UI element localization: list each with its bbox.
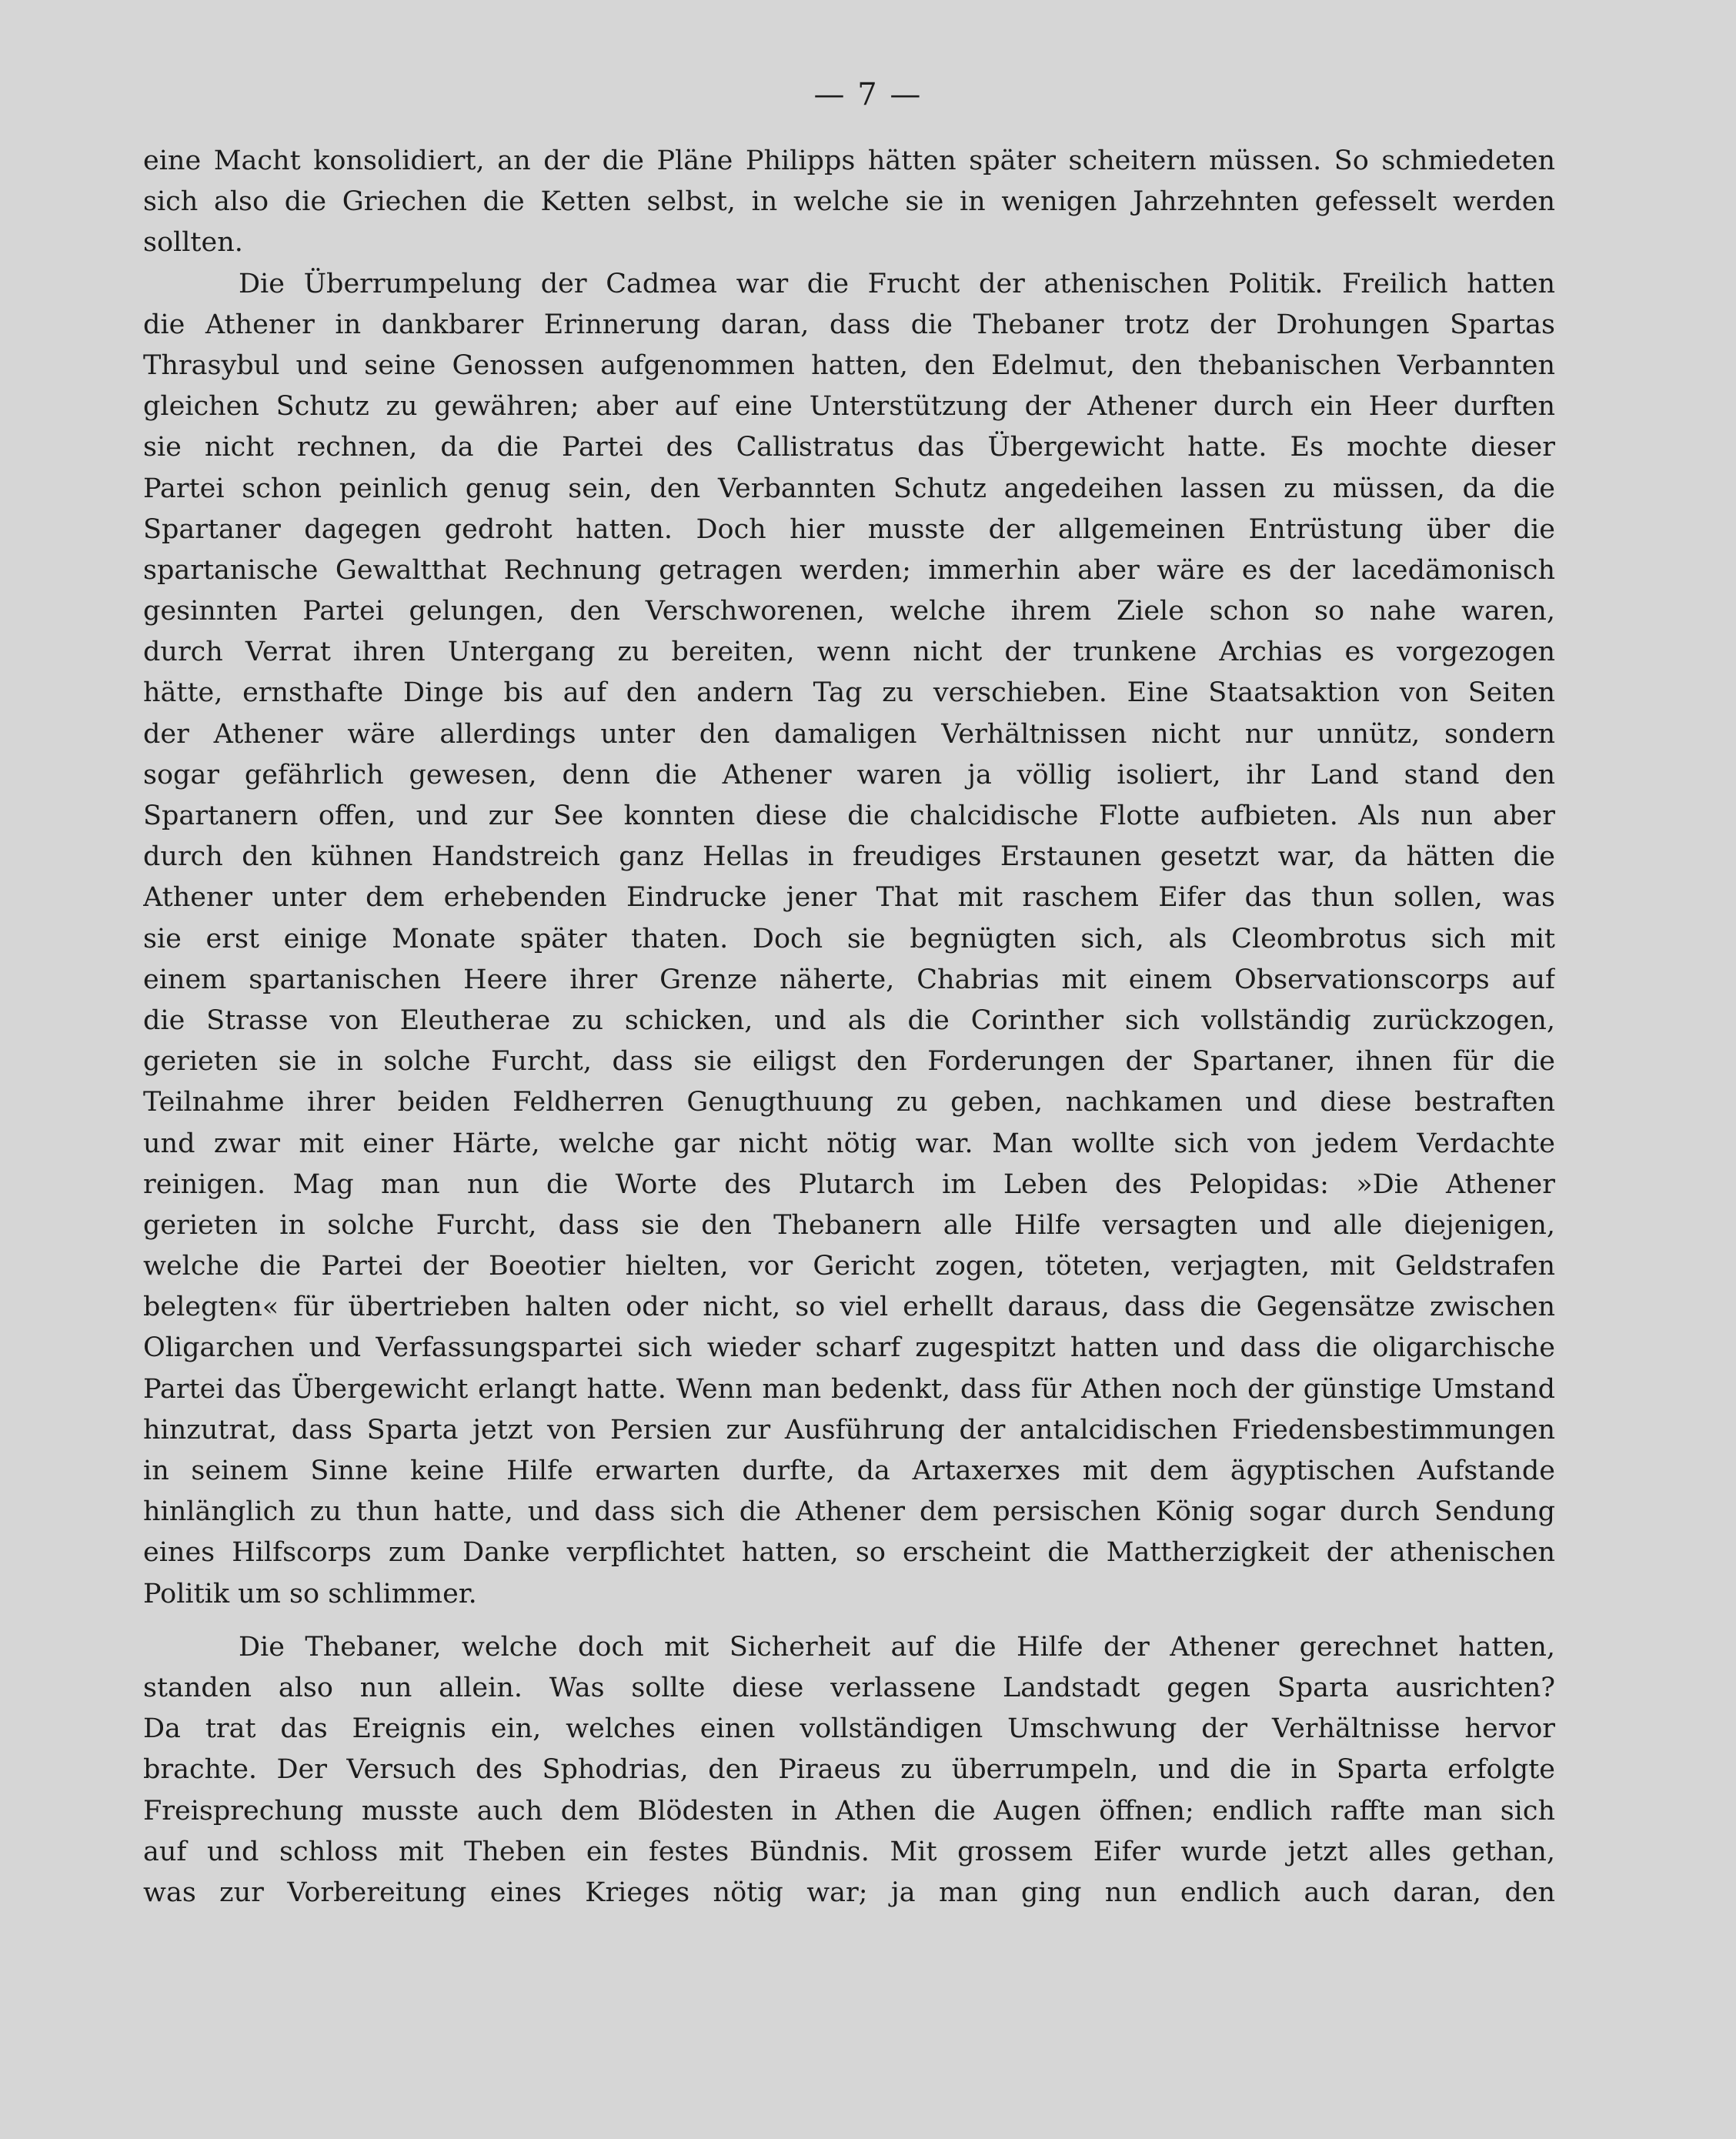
text-line: Partei schon peinlich genug sein, den Verbannten Schutz angedeihen lassen zu müssen, da die [143,473,1555,504]
text-line: Die Thebaner, welche doch mit Sicherheit auf die Hilfe der Athener gerechnet hatten, [239,1631,1555,1663]
text-line: hinlänglich zu thun hatte, und dass sich die Athener dem persischen König sogar durch Sendung [143,1496,1555,1528]
text-line: einem spartanischen Heere ihrer Grenze näherte, Chabrias mit einem Observationscorps auf [143,964,1555,995]
text-line: was zur Vorbereitung eines Krieges nötig war; ja man ging nun endlich auch daran, den [143,1877,1555,1908]
text-line: Thrasybul und seine Genossen aufgenommen hatten, den Edelmut, den thebanischen Verbannten [143,349,1555,381]
text-line: Teilnahme ihrer beiden Feldherren Genugthuung zu geben, nachkamen und diese bestraften [143,1087,1555,1118]
text-line: Partei das Übergewicht erlangt hatte. Wenn man bedenkt, dass für Athen noch der günstige Umstand [143,1373,1555,1405]
text-line: Athener unter dem erhebenden Eindrucke jener That mit raschem Eifer das thun sollen, was [143,882,1555,914]
text-line: eines Hilfscorps zum Danke verpflichtet hatten, so erscheint die Mattherzigkeit der athenischen [143,1537,1555,1569]
text-line: durch Verrat ihren Untergang zu bereiten, wenn nicht der trunkene Archias es vorgezogen [143,637,1555,668]
text-line: eine Macht konsolidiert, an der die Pläne Philipps hätten später scheitern müssen. So schmiedeten [143,145,1555,176]
text-line: Freisprechung musste auch dem Blödesten in Athen die Augen öffnen; endlich raffte man sich [143,1795,1555,1827]
text-line: sich also die Griechen die Ketten selbst, in welche sie in wenigen Jahrzehnten gefesselt werden [143,186,1555,218]
text-line: standen also nun allein. Was sollte diese verlassene Landstadt gegen Sparta ausrichten? [143,1672,1555,1703]
text-line: Oligarchen und Verfassungspartei sich wieder scharf zugespitzt hatten und dass die oligarchische [143,1332,1555,1364]
text-line: hätte, ernsthafte Dinge bis auf den andern Tag zu verschieben. Eine Staatsaktion von Seiten [143,677,1555,709]
text-line: in seinem Sinne keine Hilfe erwarten durfte, da Artaxerxes mit dem ägyptischen Aufstande [143,1456,1555,1486]
text-line: welche die Partei der Boeotier hielten, vor Gericht zogen, töteten, verjagten, mit Geldstrafen [143,1251,1555,1282]
text-line: gerieten sie in solche Furcht, dass sie eiligst den Forderungen der Spartaner, ihnen für die [143,1046,1555,1078]
text-line: Da trat das Ereignis ein, welches einen vollständigen Umschwung der Verhältnisse hervor [143,1713,1555,1745]
text-line: Die Überrumpelung der Cadmea war die Frucht der athenischen Politik. Freilich hatten [239,268,1555,299]
text-line: und zwar mit einer Härte, welche gar nicht nötig war. Man wollte sich von jedem Verdachte [143,1128,1555,1159]
text-line: sollten. [143,227,243,259]
text-line: reinigen. Mag man nun die Worte des Plutarch im Leben des Pelopidas: »Die Athener [143,1168,1555,1200]
text-line: sie erst einige Monate später thaten. Doch sie begnügten sich, als Cleombrotus sich mit [143,923,1555,954]
text-line: sogar gefährlich gewesen, denn die Athener waren ja völlig isoliert, ihr Land stand den [143,759,1555,790]
text-line: belegten« für übertrieben halten oder nicht, so viel erhellt daraus, dass die Gegensätze zwischen [143,1292,1555,1323]
text-line: die Strasse von Eleutherae zu schicken, und als die Corinther sich vollständig zurückzogen, [143,1004,1555,1036]
body-text [143,141,1555,1913]
text-line: gesinnten Partei gelungen, den Verschworenen, welche ihrem Ziele schon so nahe waren, [143,596,1555,627]
text-line: gerieten in solche Furcht, dass sie den Thebanern alle Hilfe versagten und alle diejenigen, [143,1209,1555,1241]
text-line: Politik um so schlimmer. [143,1578,477,1609]
text-line: auf und schloss mit Theben ein festes Bündnis. Mit grossem Eifer wurde jetzt alles gethan, [143,1836,1555,1867]
text-line: spartanische Gewaltthat Rechnung getragen werden; immerhin aber wäre es der lacedämonisch [143,554,1555,586]
text-line: die Athener in dankbarer Erinnerung daran, dass die Thebaner trotz der Drohungen Spartas [143,309,1555,340]
text-line: brachte. Der Versuch des Sphodrias, den Piraeus zu überrumpeln, und die in Sparta erfolgte [143,1754,1555,1786]
text-line: durch den kühnen Handstreich ganz Hellas in freudiges Erstaunen gesetzt war, da hätten die [143,841,1555,873]
text-line: der Athener wäre allerdings unter den damaligen Verhältnissen nicht nur unnütz, sondern [143,718,1555,750]
text-line: hinzutrat, dass Sparta jetzt von Persien zur Ausführung der antalcidischen Friedensbestimmungen [143,1414,1555,1445]
text-line: Spartaner dagegen gedroht hatten. Doch hier musste der allgemeinen Entrüstung über die [143,513,1555,545]
page-number: — 7 — [813,77,923,112]
text-line: sie nicht rechnen, da die Partei des Callistratus das Übergewicht hatte. Es mochte dieser [143,432,1555,463]
text-line: gleichen Schutz zu gewähren; aber auf eine Unterstützung der Athener durch ein Heer durften [143,391,1555,423]
text-line: Spartanern offen, und zur See konnten diese die chalcidische Flotte aufbieten. Als nun aber [143,800,1555,831]
